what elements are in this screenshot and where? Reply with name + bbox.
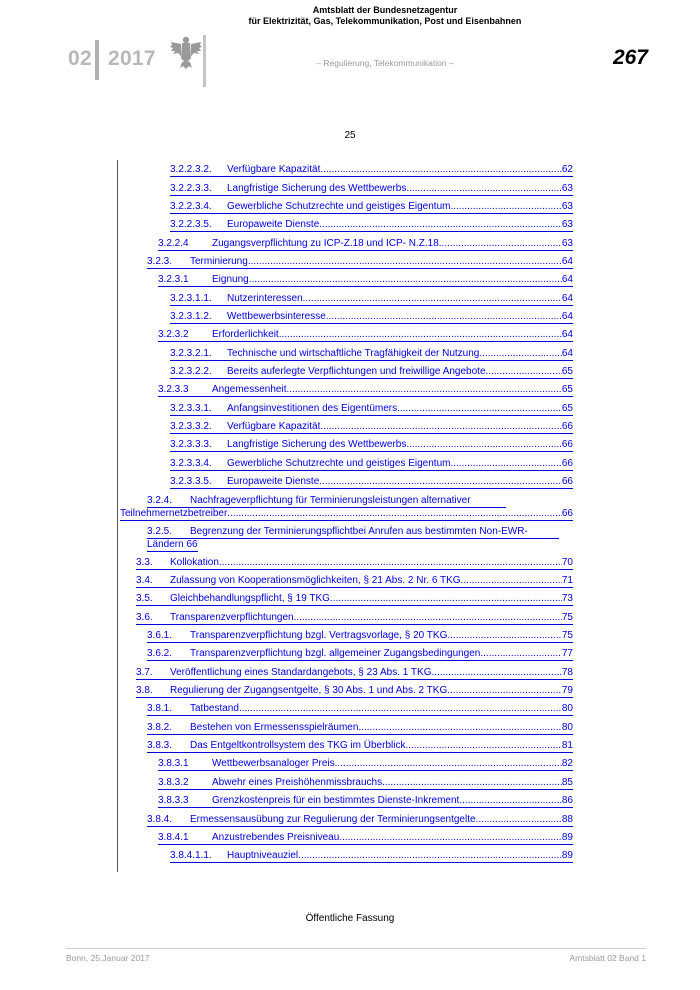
toc-entry-page: 75	[561, 630, 573, 641]
toc-entry[interactable]	[136, 593, 573, 606]
toc-entry[interactable]	[158, 329, 573, 342]
toc-entry-title: Angemessenheit	[212, 384, 287, 395]
toc-entry-page: 65	[561, 384, 573, 395]
toc-entry-number: 3.2.2.3.4.	[170, 201, 212, 212]
toc-entry[interactable]	[170, 458, 573, 471]
issue-number: 02	[68, 47, 92, 70]
toc-entry-number: 3.8.	[136, 685, 153, 696]
toc-entry[interactable]	[147, 648, 573, 661]
change-bar	[117, 160, 118, 872]
toc-entry-number: 3.2.2.3.3.	[170, 183, 212, 194]
toc-entry-page: 80	[561, 703, 573, 714]
toc-entry-title: Zulassung von Kooperationsmöglichkeiten, § 21 Abs. 2 Nr. 6 TKG	[170, 575, 461, 586]
toc-entry-page: 64	[561, 348, 573, 359]
toc-entry[interactable]	[158, 777, 573, 790]
toc-entry-title: Langfristige Sicherung des Wettbewerbs	[227, 183, 407, 194]
toc-entry-page: 62	[561, 164, 573, 175]
toc-entry[interactable]	[136, 612, 573, 625]
toc-entry[interactable]	[158, 758, 573, 771]
footer-date: Bonn, 25.Januar 2017	[66, 953, 150, 963]
toc-entry-page: 79	[561, 685, 573, 696]
toc-entry-number: 3.8.1.	[147, 703, 173, 714]
footer-divider	[66, 948, 646, 949]
toc-entry-page: 64	[561, 293, 573, 304]
toc-entry-title: Grenzkostenpreis für ein bestimmtes Dienste-Inkrement	[212, 795, 460, 806]
toc-entry-title: Transparenzverpflichtung bzgl. allgemeiner Zugangsbedingungen	[190, 648, 481, 659]
issue-year-text: 2017	[107, 47, 156, 70]
header-divider-right	[203, 35, 206, 87]
toc-entry-page: 65	[561, 366, 573, 377]
toc-entry[interactable]	[170, 403, 573, 416]
toc-entry-title: Europaweite Dienste	[227, 219, 320, 230]
toc-entry[interactable]	[158, 832, 573, 845]
toc-entry[interactable]	[147, 703, 573, 716]
toc-entry-title: Technische und wirtschaftliche Tragfähigkeit der Nutzung	[227, 348, 480, 359]
federal-eagle-icon	[169, 34, 203, 70]
toc-entry-number: 3.2.3.3.2.	[170, 421, 212, 432]
toc-entry[interactable]	[170, 293, 573, 306]
toc-entry-number: 3.4.	[136, 575, 153, 586]
toc-entry-page: 66	[561, 508, 573, 519]
toc-entry-number: 3.6.2.	[147, 648, 173, 659]
toc-entry-number: 3.8.3.2	[158, 777, 189, 788]
toc-entry-title: Bereits auferlegte Verpflichtungen und freiwillige Angebote	[227, 366, 486, 377]
toc-entry-page: 73	[561, 593, 573, 604]
toc-entry-page: 70	[561, 557, 573, 568]
publication-title	[215, 5, 555, 27]
toc-entry-title: Hauptniveauziel	[227, 850, 299, 861]
toc-entry-page: 64	[561, 329, 573, 340]
toc-entry[interactable]	[147, 722, 573, 735]
toc-entry[interactable]	[136, 575, 573, 588]
toc-entry-title: Europaweite Dienste	[227, 476, 320, 487]
toc-entry-number: 3.2.3.2.1.	[170, 348, 212, 359]
toc-entry[interactable]	[147, 740, 573, 753]
toc-entry-title: Terminierung	[190, 256, 248, 267]
toc-entry[interactable]	[170, 183, 573, 196]
toc-entry-page: 86	[561, 795, 573, 806]
toc-entry[interactable]	[158, 795, 573, 808]
toc-entry-number: 3.2.2.3.2.	[170, 164, 212, 175]
toc-entry-page: 63	[561, 238, 573, 249]
toc-entry-number: 3.2.2.4	[158, 238, 189, 249]
toc-entry[interactable]	[170, 850, 573, 863]
toc-entry-number: 3.2.3.3.1.	[170, 403, 212, 414]
toc-entry-title: Ermessensausübung zur Regulierung der Terminierungsentgelte	[190, 814, 476, 825]
toc-entry-number: 3.2.5.	[147, 526, 173, 537]
toc-entry-number: 3.2.2.3.5.	[170, 219, 212, 230]
toc-entry-page: 89	[561, 832, 573, 843]
toc-entry-page: 66	[561, 421, 573, 432]
toc-entry-page: 66	[561, 476, 573, 487]
toc-entry-page: 66	[561, 458, 573, 469]
toc-entry-title: Anfangsinvestitionen des Eigentümers	[227, 403, 398, 414]
toc-entry-page: 75	[561, 612, 573, 623]
toc-entry-number: 3.2.3.2	[158, 329, 189, 340]
toc-entry-title: Langfristige Sicherung des Wettbewerbs	[227, 439, 407, 450]
toc-entry-number: 3.2.4.	[147, 495, 173, 506]
toc-entry-page: 77	[561, 648, 573, 659]
toc-entry-page: 64	[561, 256, 573, 267]
toc-entry-number: 3.2.3.1	[158, 274, 189, 285]
toc-entry-title: Das Entgeltkontrollsystem des TKG im Überblick	[190, 740, 406, 751]
header-divider	[95, 40, 99, 80]
toc-entry-number: 3.8.3.1	[158, 758, 189, 769]
toc-entry[interactable]	[170, 219, 573, 232]
toc-entry-title: Nachfrageverpflichtung für Terminierungsleistungen alternativer	[190, 495, 471, 506]
toc-entry[interactable]	[136, 685, 573, 698]
toc-entry[interactable]	[136, 667, 573, 680]
toc-entry[interactable]	[158, 384, 573, 397]
toc-entry-page: 63	[561, 183, 573, 194]
toc-entry-number: 3.8.4.	[147, 814, 173, 825]
toc-entry-title: Tatbestand	[190, 703, 239, 714]
toc-entry-page: 85	[561, 777, 573, 788]
publication-title-line2: für Elektrizität, Gas, Telekommunikation, Post und Eisenbahnen	[248, 16, 522, 26]
toc-entry[interactable]	[170, 164, 573, 177]
toc-entry-number: 3.2.3.	[147, 256, 173, 267]
publication-subtitle: – Regulierung, Telekommunikation –	[316, 58, 454, 68]
toc-entry-number: 3.6.	[136, 612, 153, 623]
toc-entry-number: 3.8.2.	[147, 722, 173, 733]
toc-entry[interactable]	[170, 421, 573, 434]
toc-entry-title: Veröffentlichung eines Standardangebots, § 23 Abs. 1 TKG	[170, 667, 432, 678]
toc-entry[interactable]	[170, 476, 573, 489]
toc-entry-title: Bestehen von Ermessensspielräumen	[190, 722, 359, 733]
toc-entry-page: 78	[561, 667, 573, 678]
toc-entry-number: 3.5.	[136, 593, 153, 604]
toc-entry-number: 3.8.4.1	[158, 832, 189, 843]
document-page-label: 25	[344, 130, 356, 141]
toc-entry-title: Begrenzung der Terminierungspflichtbei Anrufen aus bestimmten Non-EWR-	[190, 526, 528, 537]
toc-entry-number: 3.8.3.	[147, 740, 173, 751]
toc-entry-title: Nutzerinteressen	[227, 293, 303, 304]
toc-entry-title: Abwehr eines Preishöhenmissbrauchs	[212, 777, 383, 788]
toc-entry-page: 71	[561, 575, 573, 586]
publication-title-line1: Amtsblatt der Bundesnetzagentur	[312, 5, 458, 15]
toc-entry[interactable]	[170, 201, 573, 214]
toc-entry-number: 3.6.1.	[147, 630, 173, 641]
toc-entry-title: Gewerbliche Schutzrechte und geistiges Eigentum	[227, 458, 451, 469]
toc-entry-title: Regulierung der Zugangsentgelte, § 30 Abs. 1 und Abs. 2 TKG	[170, 685, 448, 696]
toc-entry-title: Gewerbliche Schutzrechte und geistiges Eigentum	[227, 201, 451, 212]
toc-entry-number: 3.8.4.1.1.	[170, 850, 212, 861]
toc-entry-title: Kollokation	[170, 557, 219, 568]
toc-entry-number: 3.2.3.1.1.	[170, 293, 212, 304]
toc-entry-title: Zugangsverpflichtung zu ICP-Z.18 und ICP- N.Z.18	[212, 238, 439, 249]
toc-entry-title: Wettbewerbsanaloger Preis	[212, 758, 335, 769]
toc-entry-number: 3.2.3.3.4.	[170, 458, 212, 469]
toc-entry-number: 3.8.3.3	[158, 795, 189, 806]
header-page-number: 267	[612, 46, 648, 69]
toc-entry-page: 65	[561, 403, 573, 414]
toc-entry[interactable]	[170, 439, 573, 452]
toc-entry-title-cont: Ländern 66	[147, 539, 198, 550]
toc-entry-page: 64	[561, 311, 573, 322]
toc-entry-page: 82	[561, 758, 573, 769]
toc-entry-page: 66	[561, 439, 573, 450]
issue-year	[68, 47, 156, 71]
toc-entry-page: 89	[561, 850, 573, 861]
footer-volume: Amtsblatt 02 Band 1	[569, 953, 646, 963]
toc-entry-page: 63	[561, 219, 573, 230]
toc-entry-title: Transparenzverpflichtungen	[170, 612, 294, 623]
toc-entry-title-cont: Teilnehmernetzbetreiber	[120, 508, 228, 519]
toc-entry-number: 3.3.	[136, 557, 153, 568]
toc-entry[interactable]	[158, 238, 573, 251]
toc-entry-title: Anzustrebendes Preisniveau	[212, 832, 340, 843]
toc-entry[interactable]	[147, 256, 573, 269]
toc-entry-page: 81	[561, 740, 573, 751]
toc-entry-title: Verfügbare Kapazität	[227, 421, 321, 432]
toc-entry-page: 64	[561, 274, 573, 285]
toc-entry[interactable]	[136, 557, 573, 570]
toc-entry-number: 3.7.	[136, 667, 153, 678]
toc-entry[interactable]	[147, 814, 573, 827]
toc-entry-multiline[interactable]	[120, 495, 573, 521]
toc-entry[interactable]	[170, 311, 573, 324]
toc-entry[interactable]	[147, 630, 573, 643]
toc-entry-title: Eignung	[212, 274, 249, 285]
toc-entry-title: Gleichbehandlungspflicht, § 19 TKG	[170, 593, 330, 604]
public-version-label: Öffentliche Fassung	[305, 913, 395, 924]
toc-entry-number: 3.2.3.3	[158, 384, 189, 395]
toc-entry-number: 3.2.3.3.5.	[170, 476, 212, 487]
toc-entry-number: 3.2.3.3.3.	[170, 439, 212, 450]
toc-entry-title: Verfügbare Kapazität	[227, 164, 321, 175]
toc-entry[interactable]	[170, 348, 573, 361]
toc-entry-multiline[interactable]	[147, 526, 573, 552]
toc-entry-number: 3.2.3.2.2.	[170, 366, 212, 377]
toc-entry-page: 63	[561, 201, 573, 212]
toc-entry-title: Wettbewerbsinteresse	[227, 311, 326, 322]
toc-entry-number: 3.2.3.1.2.	[170, 311, 212, 322]
toc-entry-page: 88	[561, 814, 573, 825]
toc-entry-title: Erforderlichkeit	[212, 329, 279, 340]
toc-entry-page: 80	[561, 722, 573, 733]
toc-entry[interactable]	[158, 274, 573, 287]
toc-entry-title: Transparenzverpflichtung bzgl. Vertragsvorlage, § 20 TKG	[190, 630, 448, 641]
toc-entry[interactable]	[170, 366, 573, 379]
